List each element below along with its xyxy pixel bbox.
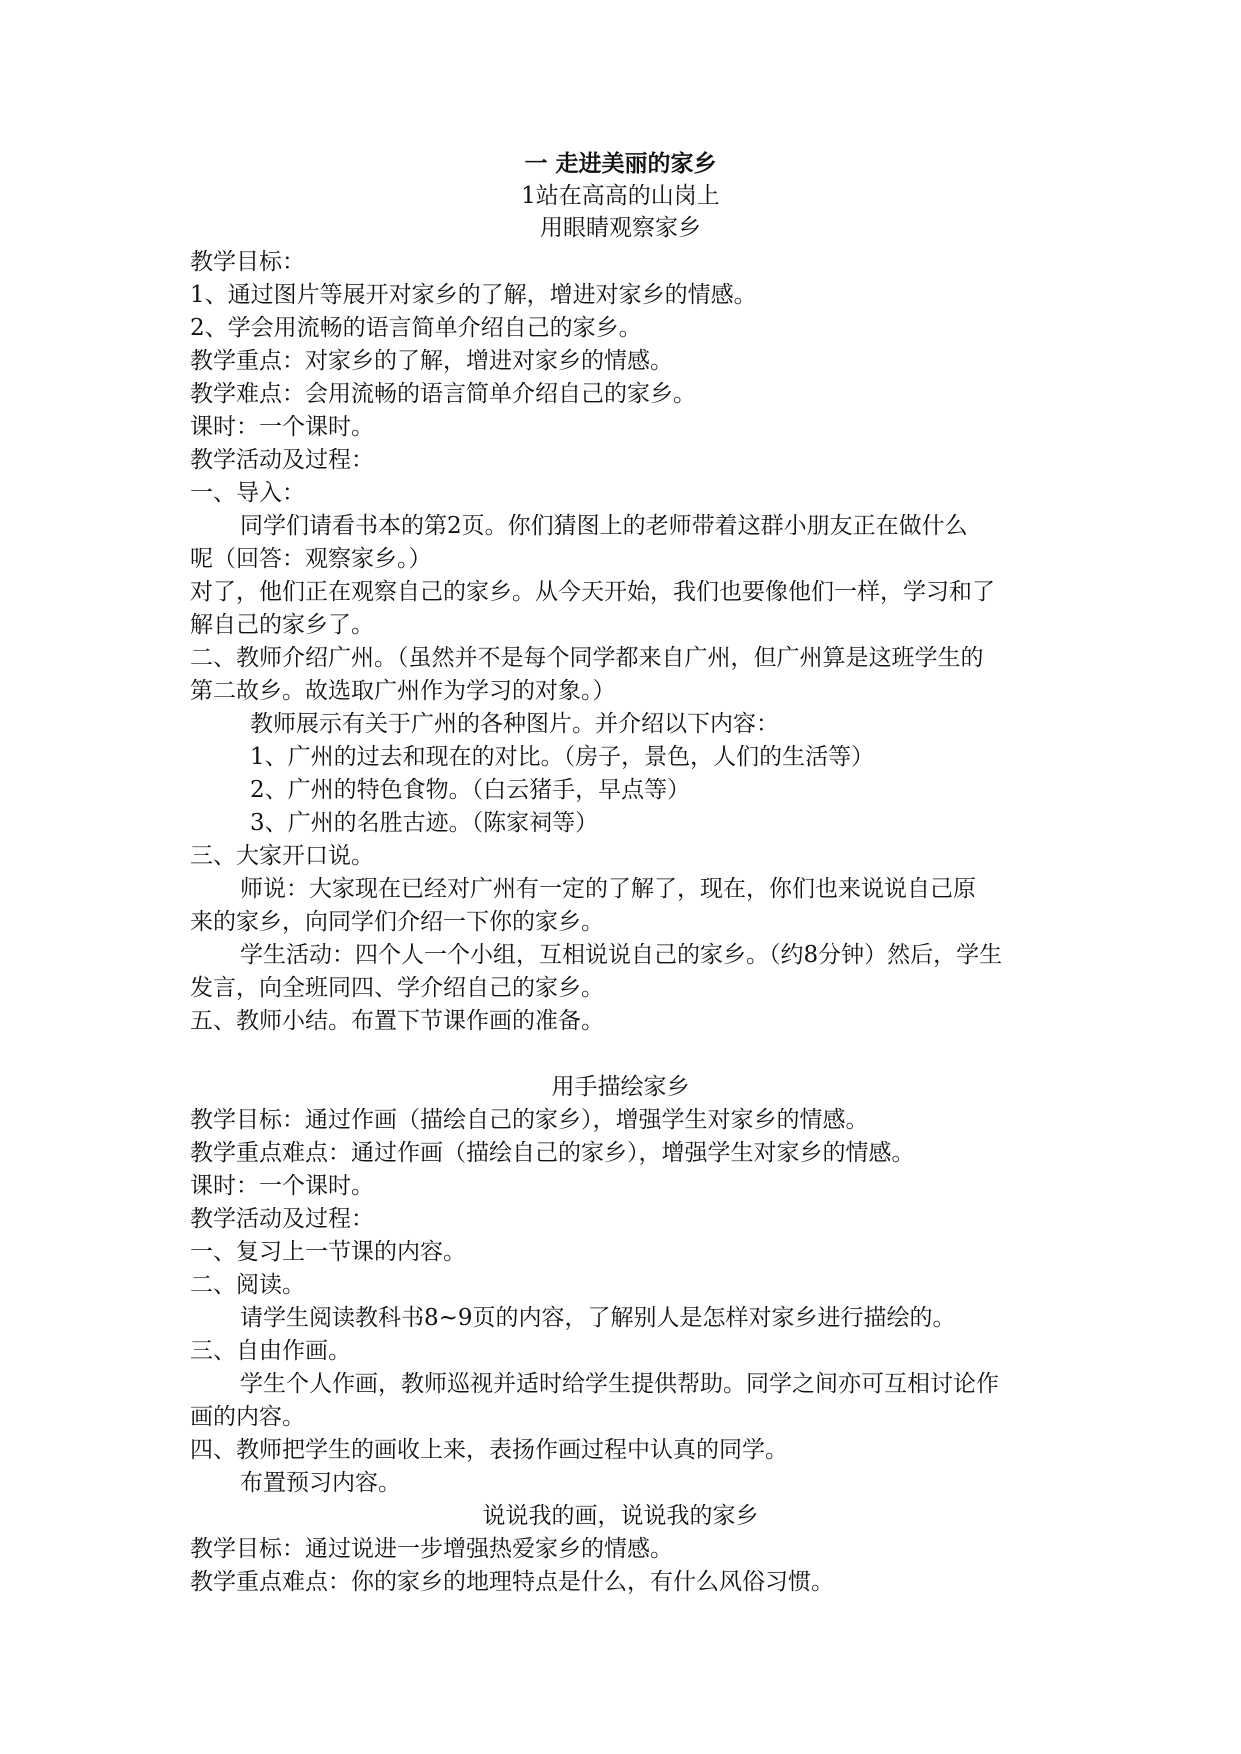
- paragraph-line: 来的家乡，向同学们介绍一下你的家乡。: [190, 909, 604, 935]
- paragraph-line: 教学重点：对家乡的了解，增进对家乡的情感。: [190, 348, 673, 374]
- paragraph-line: 四、教师把学生的画收上来，表扬作画过程中认真的同学。: [190, 1437, 788, 1463]
- list-item: 2、广州的特色食物。（白云猪手，早点等）: [250, 777, 691, 803]
- paragraph-line: 师说：大家现在已经对广州有一定的了解了，现在，你们也来说说自己原: [240, 876, 976, 902]
- paragraph-line: 二、阅读。: [190, 1272, 305, 1298]
- section-title: 说说我的画，说说我的家乡: [482, 1503, 759, 1529]
- paragraph-line: 三、大家开口说。: [190, 843, 374, 869]
- paragraph-line: 教学难点：会用流畅的语言简单介绍自己的家乡。: [190, 381, 696, 407]
- paragraph-line: 教师展示有关于广州的各种图片。并介绍以下内容：: [250, 711, 779, 737]
- paragraph-line: 发言，向全班同四、学介绍自己的家乡。: [190, 975, 604, 1001]
- paragraph-line: 一、复习上一节课的内容。: [190, 1239, 466, 1265]
- lesson-title: 1站在高高的山岗上: [521, 183, 720, 209]
- paragraph-line: 课时：一个课时。: [190, 414, 374, 440]
- paragraph-line: 画的内容。: [190, 1404, 305, 1430]
- paragraph-line: 第二故乡。故选取广州作为学习的对象。）: [190, 678, 616, 704]
- section-title: 用手描绘家乡: [551, 1074, 690, 1100]
- list-item: 3、广州的名胜古迹。（陈家祠等）: [250, 810, 599, 836]
- paragraph-line: 五、教师小结。布置下节课作画的准备。: [190, 1008, 604, 1034]
- paragraph-line: 二、教师介绍广州。（虽然并不是每个同学都来自广州，但广州算是这班学生的: [190, 645, 984, 671]
- paragraph-line: 一、导入：: [190, 480, 305, 506]
- paragraph-line: 对了，他们正在观察自己的家乡。从今天开始，我们也要像他们一样，学习和了: [190, 579, 995, 605]
- section-title: 用眼睛观察家乡: [540, 215, 701, 241]
- paragraph-line: 同学们请看书本的第2页。你们猜图上的老师带着这群小朋友正在做什么: [240, 513, 968, 539]
- paragraph-line: 教学目标：: [190, 249, 305, 275]
- paragraph-line: 学生个人作画，教师巡视并适时给学生提供帮助。同学之间亦可互相讨论作: [240, 1371, 999, 1397]
- paragraph-line: 呢（回答：观察家乡。）: [190, 546, 432, 572]
- paragraph-line: 教学重点难点：你的家乡的地理特点是什么，有什么风俗习惯。: [190, 1569, 834, 1595]
- unit-title: 一 走进美丽的家乡: [524, 151, 717, 177]
- paragraph-line: 2、学会用流畅的语言简单介绍自己的家乡。: [190, 315, 642, 341]
- paragraph-line: 教学目标：通过作画（描绘自己的家乡），增强学生对家乡的情感。: [190, 1107, 869, 1133]
- paragraph-line: 解自己的家乡了。: [190, 612, 374, 638]
- paragraph-line: 布置预习内容。: [240, 1470, 401, 1496]
- paragraph-line: 1、通过图片等展开对家乡的了解，增进对家乡的情感。: [190, 282, 757, 308]
- paragraph-line: 教学活动及过程：: [190, 447, 374, 473]
- paragraph-line: 教学重点难点：通过作画（描绘自己的家乡），增强学生对家乡的情感。: [190, 1140, 915, 1166]
- paragraph-line: 教学活动及过程：: [190, 1206, 374, 1232]
- list-item: 1、广州的过去和现在的对比。（房子，景色，人们的生活等）: [250, 744, 875, 770]
- paragraph-line: 教学目标：通过说进一步增强热爱家乡的情感。: [190, 1536, 673, 1562]
- paragraph-line: 课时：一个课时。: [190, 1173, 374, 1199]
- paragraph-line: 三、自由作画。: [190, 1338, 351, 1364]
- paragraph-line: 学生活动：四个人一个小组，互相说说自己的家乡。（约8分钟）然后，学生: [240, 942, 1003, 968]
- paragraph-line: 请学生阅读教科书8~9页的内容，了解别人是怎样对家乡进行描绘的。: [240, 1305, 956, 1331]
